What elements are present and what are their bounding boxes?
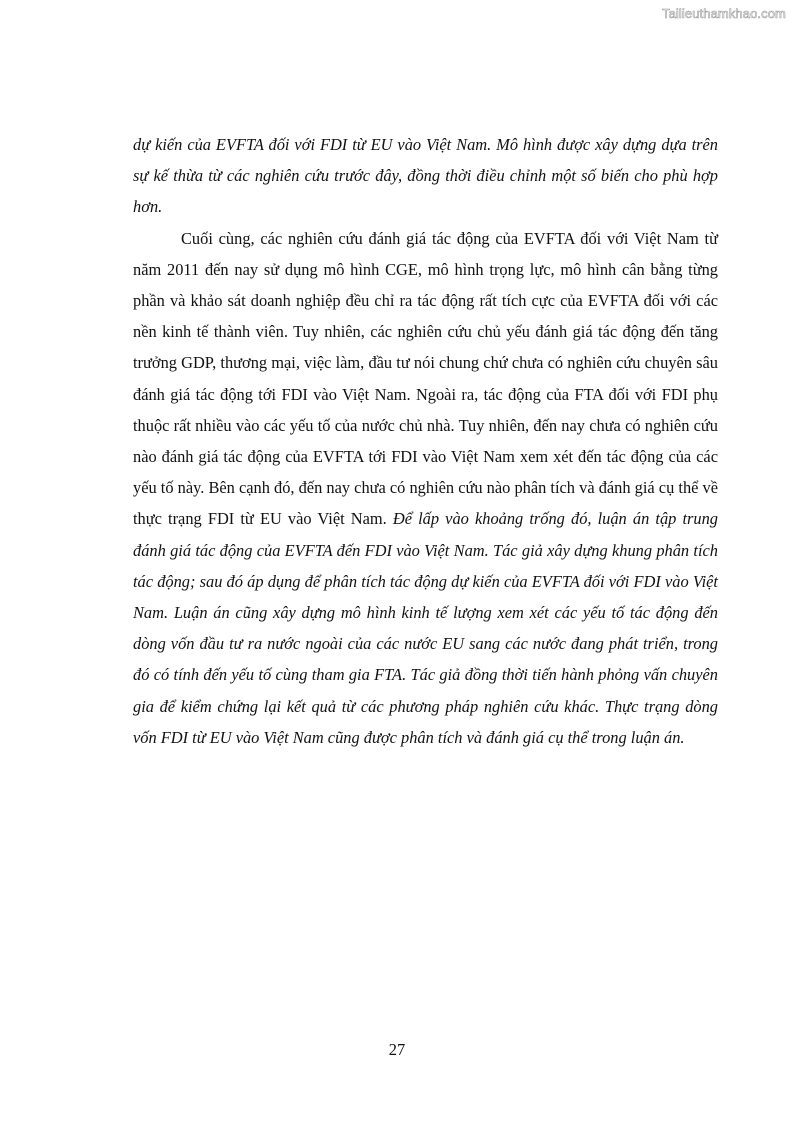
document-body [133,129,718,753]
site-watermark: Tailieuthamkhao.com [661,6,786,21]
paragraph-italic-text: Để lấp vào khoảng trống đó, luận án tập trung đánh giá tác động của EVFTA đến FDI vào Việt Nam. Tác giả xây dựng khung phân tích tác động; sau đó áp dụng để phân tích tác động dự kiến của EVFTA đối với FDI vào Việt Nam. Luận án cũng xây dựng mô hình kinh tế lượng xem xét các yếu tố tác động đến dòng vốn đầu tư ra nước ngoài của các nước EU sang các nước đang phát triển, trong đó có tính đến yếu tố cùng tham gia FTA. Tác giả đồng thời tiến hành phỏng vấn chuyên gia để kiểm chứng lại kết quả từ các phương pháp nghiên cứu khác. Thực trạng dòng vốn FDI từ EU vào Việt Nam cũng được phân tích và đánh giá cụ thể trong luận án. [133,509,718,747]
paragraph-continuation: dự kiến của EVFTA đối với FDI từ EU vào Việt Nam. Mô hình được xây dựng dựa trên sự kế thừa từ các nghiên cứu trước đây, đồng thời điều chỉnh một số biến cho phù hợp hơn. [133,135,718,217]
paragraph-conclusion [133,223,718,753]
paragraph-regular-text: Cuối cùng, các nghiên cứu đánh giá tác động của EVFTA đối với Việt Nam từ năm 2011 đến nay sử dụng mô hình CGE, mô hình trọng lực, mô hình cân bằng từng phần và khảo sát doanh nghiệp đều chỉ ra tác động rất tích cực của EVFTA đối với các nền kinh tế thành viên. Tuy nhiên, các nghiên cứu chủ yếu đánh giá tác động đến tăng trưởng GDP, thương mại, việc làm, đầu tư nói chung chứ chưa có nghiên cứu chuyên sâu đánh giá tác động tới FDI vào Việt Nam. Ngoài ra, tác động của FTA đối với FDI phụ thuộc rất nhiều vào các yếu tố của nước chủ nhà. Tuy nhiên, đến nay chưa có nghiên cứu nào đánh giá tác động của EVFTA tới FDI vào Việt Nam xem xét đến tác động của các yếu tố này. Bên cạnh đó, đến nay chưa có nghiên cứu nào phân tích và đánh giá cụ thể về thực trạng FDI từ EU vào Việt Nam. [133,228,718,529]
page-number: 27 [388,1040,406,1059]
